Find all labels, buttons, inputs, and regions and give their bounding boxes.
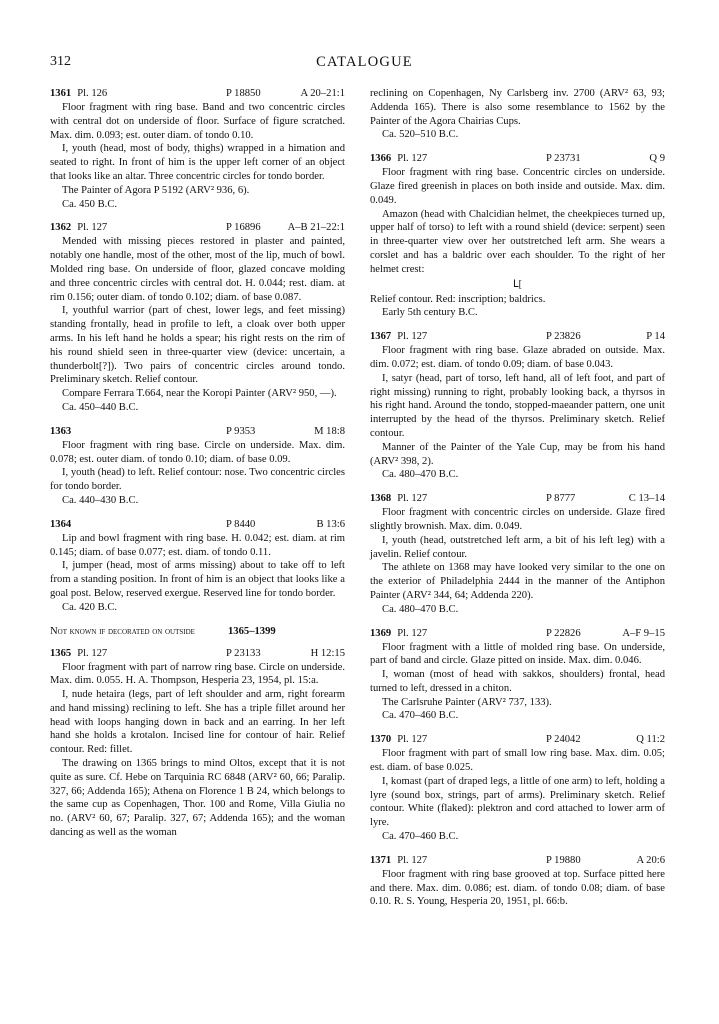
entry-paragraph: I, youth (head, outstretched left arm, a bit of his left leg) with a javelin. Relief contour.: [370, 534, 665, 560]
entry-date: Ca. 480–470 B.C.: [382, 603, 459, 615]
entry-number: 1366: [370, 153, 392, 165]
entry-header: [370, 152, 665, 166]
entry-inventory: P 19880: [546, 854, 581, 866]
catalogue-entry: [50, 425, 345, 508]
entry-header: [50, 87, 345, 101]
entry-grid: A 20–21:1: [300, 88, 345, 99]
entry-paragraph: I, satyr (head, part of torso, left hand, all of left foot, and part of right missing) running to right, probably looking back, a thyrsos in his right hand. Around the tondo, stopped-maeander pattern, one unit interrupted by the head of the thyrsos. Preliminary sketch. Relief contour.: [370, 372, 665, 439]
entry-number: 1368: [370, 493, 392, 505]
entry-grid: P 14: [646, 331, 665, 343]
entry-paragraph: Mended with missing pieces restored in plaster and painted, notably one handle, most of the other, most of the lip, much of bowl. Molded ring base. On underside of floor, glazed concave molding and three concentric circles with central dot. H. 0.044; rest. diam. at rim 0.156; outer diam. of tondo 0.102; diam. of base 0.087.: [50, 236, 345, 303]
entry-number: 1364: [50, 518, 72, 530]
entry-grid: B 13:6: [316, 518, 345, 530]
entry-paragraph: Floor fragment with ring base. Glaze abraded on outside. Max. dim. 0.072; est. diam. of tondo 0.09; diam. of base 0.043.: [370, 345, 665, 370]
entry-paragraph: Floor fragment with part of small low ring base. Max. dim. 0.05; est. diam. of base 0.025.: [370, 748, 665, 774]
page-number: 312: [50, 54, 71, 69]
entry-date: Early 5th century B.C.: [382, 307, 478, 319]
entry-number: 1371: [370, 854, 392, 866]
entry-plate: Pl. 127: [397, 331, 428, 343]
catalogue-entry: [370, 330, 665, 482]
running-head: CATALOGUE: [316, 54, 413, 70]
entry-paragraph: I, jumper (head, most of arms missing) about to take off to left from a standing position. In front of him is an object that looks like a goal post. Below, reserved exergue. Reserved line for tondo border.: [50, 560, 345, 599]
entry-inventory: P 9353: [226, 425, 256, 437]
entry-inventory: P 24042: [546, 734, 581, 746]
section-range: 1365–1399: [228, 625, 276, 637]
entry-date: Ca. 450 B.C.: [62, 198, 118, 210]
entry-header: [50, 647, 345, 661]
catalogue-entry: [50, 87, 345, 211]
entry-header: [370, 733, 665, 747]
entry-plate: Pl. 127: [397, 627, 428, 639]
entry-paragraph: I, youthful warrior (part of chest, lower legs, and feet missing) standing frontally, head in profile to left, a cloak over both upper arms. In his left hand he holds a spear; his right rests on the rim of his round shield seen in three-quarter view (device: uncertain, a thunderbolt[?]). Two pairs of concentric circles around tondo. Preliminary sketch. Relief contour.: [50, 305, 345, 386]
entry-grid: Q 9: [649, 153, 665, 165]
entry-plate: Pl. 127: [397, 153, 428, 165]
entry-inventory: P 8777: [546, 493, 576, 505]
catalogue-entry: [50, 647, 345, 840]
catalogue-entry: [370, 492, 665, 616]
entry-date: Ca. 480–470 B.C.: [382, 469, 459, 481]
entry-plate: Pl. 127: [77, 647, 108, 659]
entry-number: 1365: [50, 647, 72, 659]
entry-number: 1367: [370, 331, 392, 343]
entry-number: 1370: [370, 734, 392, 746]
entry-plate: Pl. 127: [77, 222, 108, 234]
entry-date: Ca. 450–440 B.C.: [62, 401, 139, 413]
entry-date: Ca. 470–460 B.C.: [382, 710, 459, 722]
entry-inventory: P 23826: [546, 331, 581, 343]
entry-inventory: P 16896: [226, 222, 261, 234]
continued-entry: [370, 87, 665, 142]
entry-paragraph: Compare Ferrara T.664, near the Koropi Painter (ARV² 950, —).: [62, 388, 337, 400]
entry-number: 1361: [50, 88, 72, 99]
entry-paragraph: Floor fragment with ring base grooved at top. Surface pitted here and there. Max. dim. 0.086; est. diam. of tondo 0.08; diam. of base 0.10. R. S. Young, Hesperia 20, 1951, pl. 66:b.: [370, 868, 665, 908]
entry-date: Ca. 520–510 B.C.: [382, 129, 459, 141]
entry-paragraph: I, komast (part of draped legs, a little of one arm) to left, holding a lyre (sound box, strings, part of arms). Preliminary sketch. Relief contour. White (flaked): plektron and cord attached to lower arm of lyre.: [370, 775, 665, 829]
entry-header: [370, 330, 665, 344]
inscription: ᒪ[: [513, 278, 522, 290]
entry-grid: H 12:15: [310, 647, 345, 659]
right-column: [370, 87, 665, 919]
entry-paragraph: The drawing on 1365 brings to mind Oltos, except that it is not quite as sure. Cf. Hebe on Tarquinia RC 6848 (ARV² 60, 66; Paralip. 327, 66; Addenda 165); Athena on Florence 1 B 24, which belongs to the same cup as Copenhagen, Thor. 100 and Rome, Villa Giulia no no. (ARV² 60, 67; Paralip. 327, 67; Addenda 165); and the woman dancing as well as the woman: [50, 758, 345, 839]
catalogue-entry: [370, 627, 665, 724]
entry-paragraph: Relief contour. Red: inscription; baldrics.: [370, 293, 546, 305]
entry-header: [370, 854, 665, 868]
entry-inventory: P 18850: [226, 88, 261, 99]
entry-number: 1363: [50, 425, 72, 437]
entry-grid: A 20:6: [636, 854, 665, 866]
left-entries-after: [50, 647, 345, 840]
entry-paragraph: I, youth (head, most of body, thighs) wrapped in a himation and seated to right. In front of him is the upper left corner of an object that looks like an altar. Three concentric circles for tondo border.: [50, 143, 345, 182]
entry-number: 1369: [370, 627, 392, 639]
section-heading: [50, 625, 345, 639]
entry-date: Ca. 420 B.C.: [62, 601, 118, 613]
entry-paragraph: Amazon (head with Chalcidian helmet, the cheekpieces turned up, upper half of torso) to left with a round shield (device: serpent) seen in three-quarter view over her outstretched left arm. She wears a corslet and has a baldric over each shoulder. To the right of her helmet crest:: [370, 208, 665, 275]
entry-paragraph: I, woman (most of head with sakkos, shoulders) frontal, head turned to left, dressed in a chiton.: [370, 669, 665, 694]
entry-grid: M 18:8: [314, 425, 345, 437]
entry-header: [50, 518, 345, 532]
catalogue-entry: [50, 221, 345, 414]
entry-grid: C 13–14: [628, 493, 665, 505]
entry-plate: Pl. 126: [77, 88, 108, 99]
entry-grid: A–F 9–15: [622, 627, 665, 639]
entry-paragraph: reclining on Copenhagen, Ny Carlsberg inv. 2700 (ARV² 63, 93; Addenda 165). There is also some resemblance to 1562 by the Painter of the Agora Chairias Cups.: [370, 88, 665, 127]
entry-inventory: P 23133: [226, 647, 261, 659]
entry-paragraph: The athlete on 1368 may have looked very similar to the one on the exterior of Philadelphia 2444 in the manner of the Antiphon Painter (ARV² 344, 64; Addenda 220).: [370, 562, 665, 601]
page-header: [50, 54, 679, 74]
entry-paragraph: Manner of the Painter of the Yale Cup, may be from his hand (ARV² 398, 2).: [370, 441, 665, 467]
entry-header: [50, 221, 345, 235]
entry-date: Ca. 440–430 B.C.: [62, 494, 139, 506]
entry-paragraph: Floor fragment with a little of molded ring base. On underside, part of band and circle. Glaze pitted on inside. Max. dim. 0.046.: [370, 641, 665, 667]
entry-grid: A–B 21–22:1: [287, 222, 345, 234]
entry-plate: Pl. 127: [397, 734, 428, 746]
entry-header: [370, 627, 665, 641]
entry-date: Ca. 470–460 B.C.: [382, 831, 459, 843]
catalogue-entry: [50, 518, 345, 615]
left-column: [50, 87, 345, 850]
entry-paragraph: The Painter of Agora P 5192 (ARV² 936, 6).: [62, 184, 250, 196]
catalogue-entry: [370, 854, 665, 909]
left-entries: [50, 87, 345, 615]
entry-paragraph: I, nude hetaira (legs, part of left shoulder and arm, right forearm and hand missing) reclining to left. She has a triple fillet around her head with loops hanging down in back and an earring. In her left hand she holds a krotalon. Incised line for contour of hair. Relief contour. Red: fillet.: [50, 689, 345, 756]
right-entries: [370, 152, 665, 909]
section-label: Not known if decorated on outside: [50, 625, 195, 637]
entry-paragraph: Lip and bowl fragment with ring base. H. 0.042; est. diam. at rim 0.145; diam. of base 0.077; est. diam. of tondo 0.11.: [50, 532, 345, 558]
entry-paragraph: Floor fragment with ring base. Circle on underside. Max. dim. 0.078; est. outer diam. of tondo 0.10; diam. of base 0.09.: [50, 439, 345, 465]
entry-header: [370, 492, 665, 506]
entry-inventory: P 23731: [546, 153, 581, 165]
entry-inventory: P 22826: [546, 627, 581, 639]
entry-number: 1362: [50, 222, 72, 234]
entry-paragraph: The Carlsruhe Painter (ARV² 737, 133).: [382, 696, 552, 708]
entry-grid: Q 11:2: [636, 734, 665, 746]
entry-inventory: P 8440: [226, 518, 256, 530]
entry-paragraph: Floor fragment with ring base. Concentric circles on underside. Glaze fired greenish in places on both inside and outside. Max. dim. 0.049.: [370, 167, 665, 206]
entry-paragraph: Floor fragment with concentric circles on underside. Glaze fired slightly brownish. Max. dim. 0.049.: [370, 507, 665, 532]
entry-header: [50, 425, 345, 439]
entry-plate: Pl. 127: [397, 854, 428, 866]
catalogue-entry: [370, 152, 665, 320]
entry-plate: Pl. 127: [397, 493, 428, 505]
catalogue-entry: [370, 733, 665, 844]
entry-paragraph: Floor fragment with part of narrow ring base. Circle on underside. Max. dim. 0.055. H. A. Thompson, Hesperia 23, 1954, pl. 15:a.: [50, 661, 345, 687]
entry-paragraph: Floor fragment with ring base. Band and two concentric circles with central dot on underside of floor. Surface of figure scratched. Max. dim. 0.093; est. outer diam. of tondo 0.10.: [50, 102, 345, 141]
entry-paragraph: I, youth (head) to left. Relief contour: nose. Two concentric circles for tondo border.: [50, 467, 345, 493]
